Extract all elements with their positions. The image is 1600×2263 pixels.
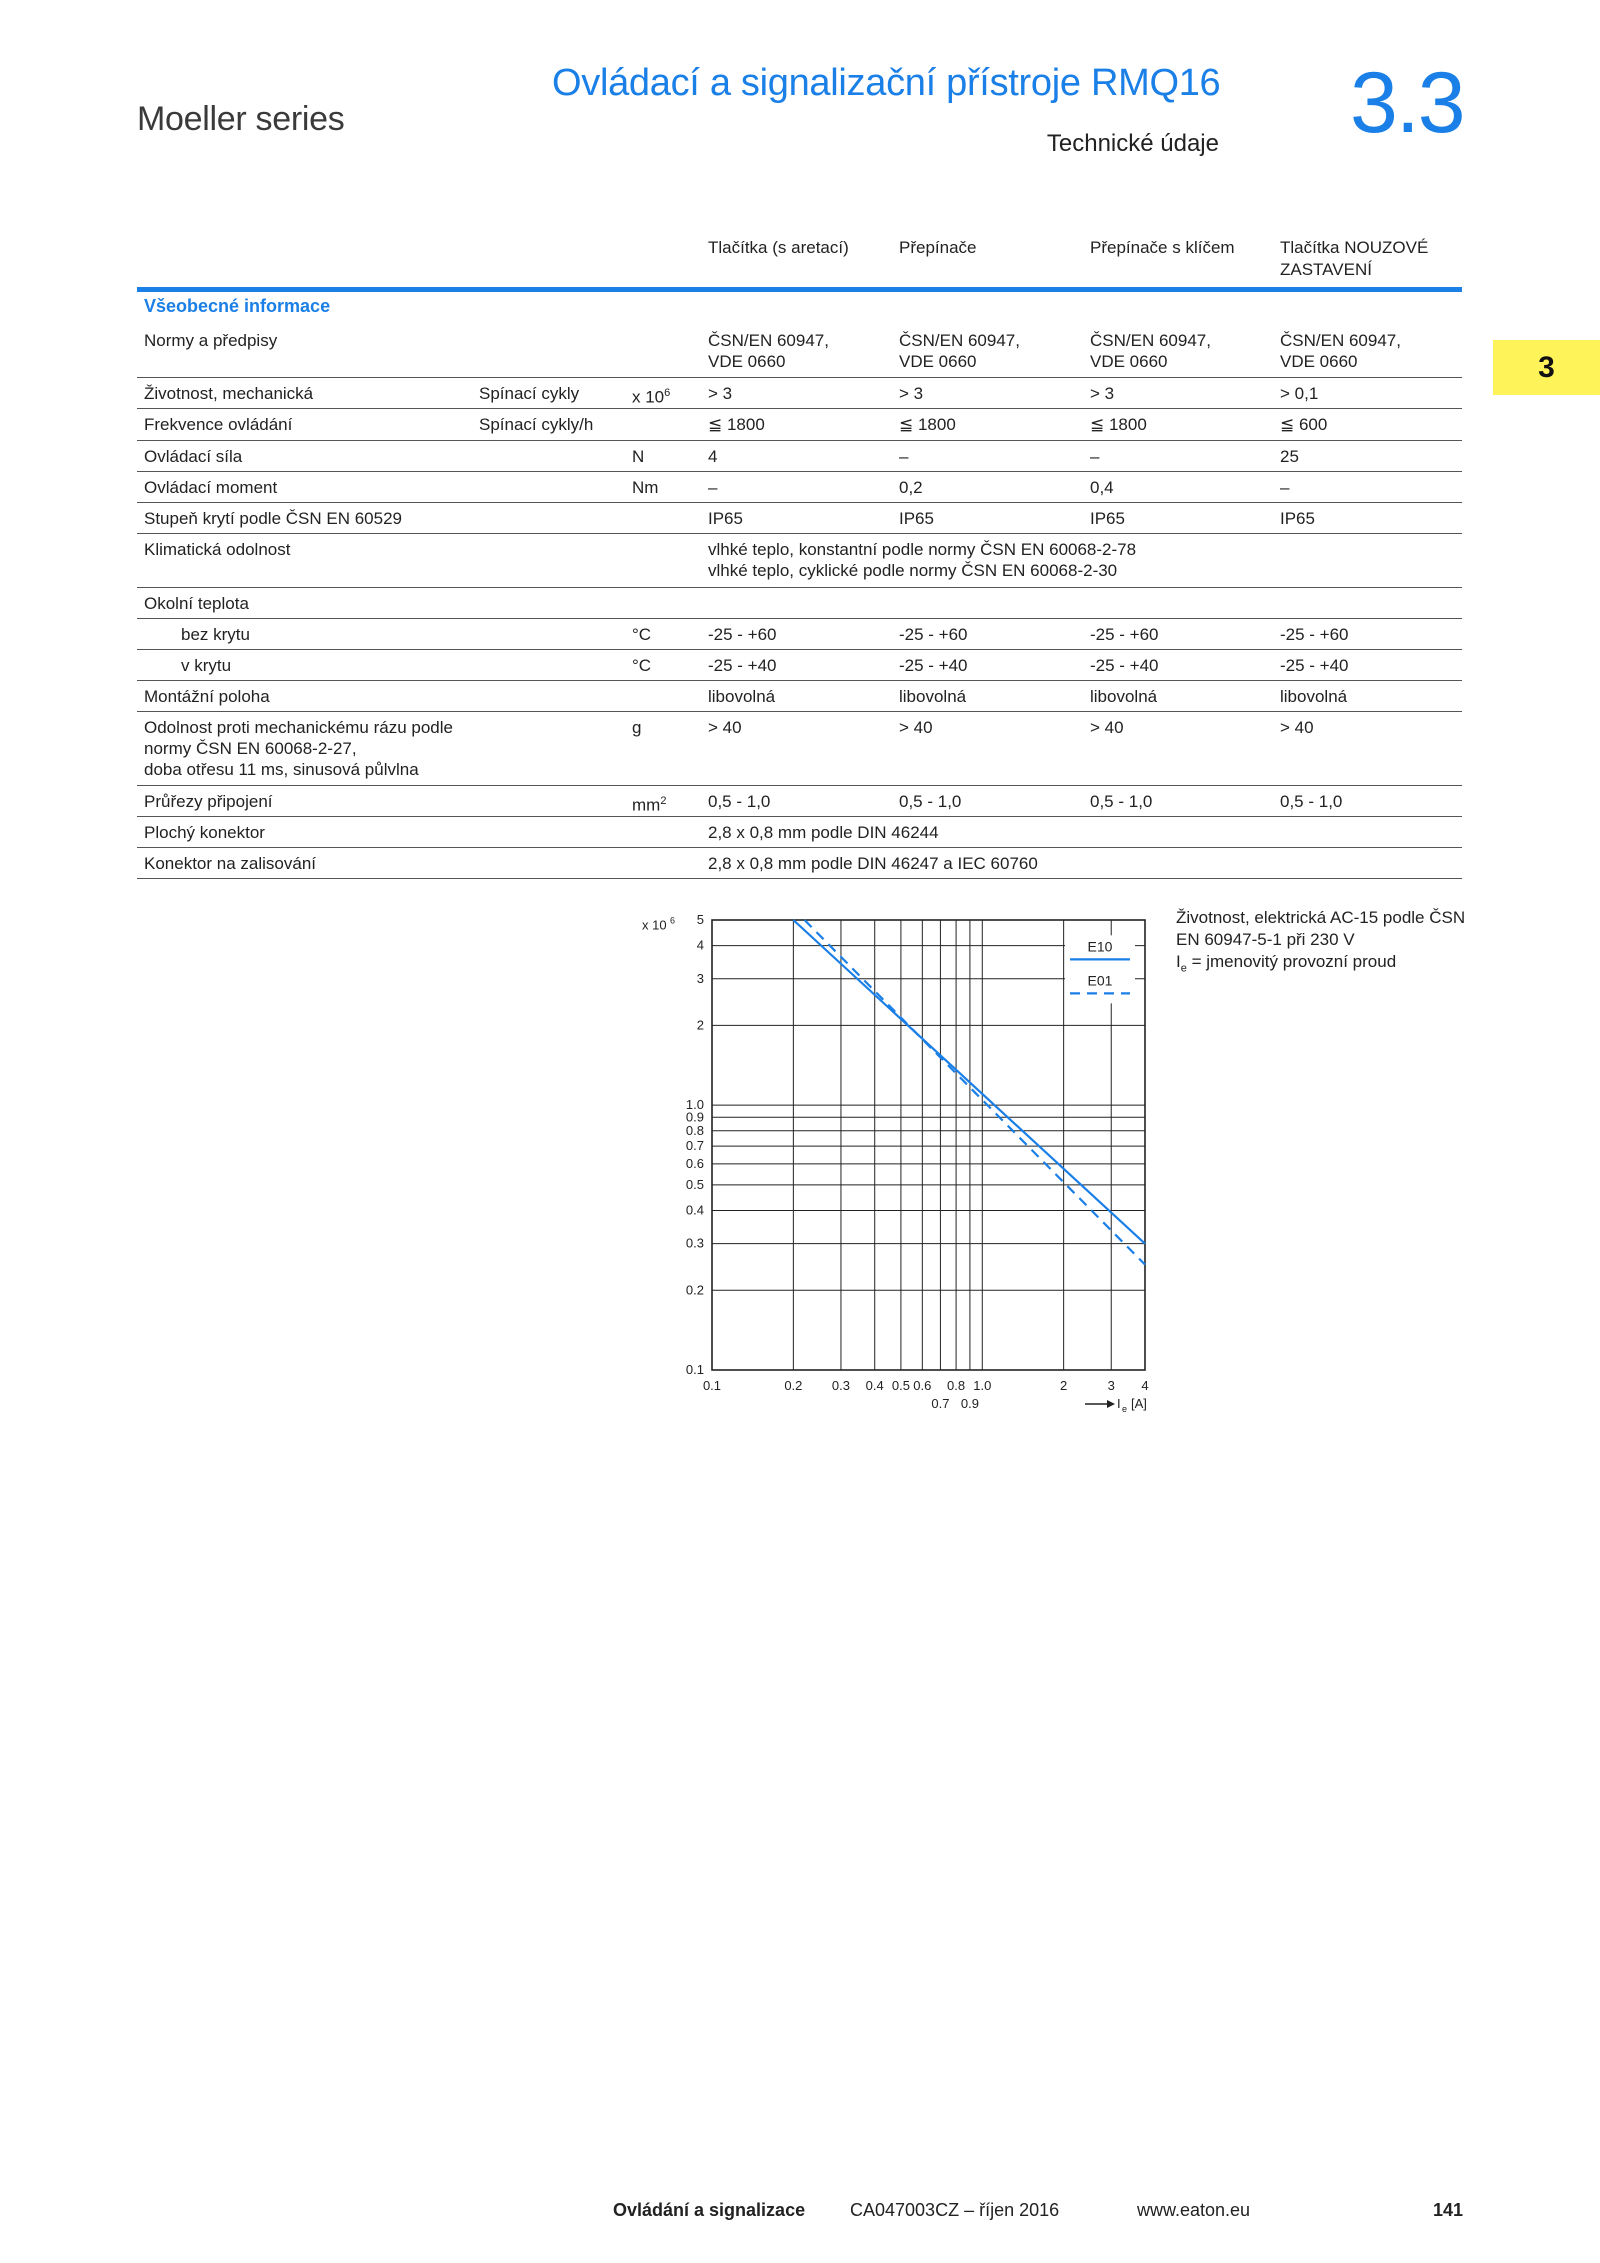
legend-label: E01 xyxy=(1087,972,1113,989)
row-value: IP65 xyxy=(899,509,934,528)
table-row xyxy=(137,680,1462,712)
column-header: Tlačítka (s aretací) xyxy=(708,238,849,257)
row-value: 0,2 xyxy=(899,478,923,497)
row-value: -25 - +40 xyxy=(899,656,968,675)
row-value: IP65 xyxy=(1090,509,1125,528)
table-row xyxy=(137,587,1462,619)
chapter-tab[interactable]: 3 xyxy=(1493,340,1600,395)
y-tick-label: 0.9 xyxy=(685,1109,704,1125)
y-tick-label: 3 xyxy=(696,970,704,986)
table-row xyxy=(137,502,1462,534)
row-unit: °C xyxy=(632,625,652,644)
x-tick-label: 0.3 xyxy=(831,1378,850,1393)
x-tick-label: 0.7 xyxy=(931,1396,950,1411)
y-unit-sup: 6 xyxy=(670,915,676,926)
row-value: -25 - +60 xyxy=(708,625,777,644)
legend-label: E10 xyxy=(1087,938,1113,955)
row-label: v krytu xyxy=(181,656,232,675)
table-row xyxy=(137,816,1462,848)
row-unit: x $10^6$ xyxy=(632,387,671,407)
row-value: ≦ 1800 xyxy=(899,415,956,434)
row-value: ČSN/EN 60947, VDE 0660 xyxy=(708,331,829,371)
row-value: -25 - +60 xyxy=(899,625,968,644)
footer-category: Ovládání a signalizace xyxy=(613,2200,806,2220)
x-axis-arrowhead xyxy=(1107,1400,1115,1408)
table-row xyxy=(137,377,1462,409)
x-axis-label: I xyxy=(1117,1396,1121,1411)
row-value: > 40 xyxy=(1280,718,1314,737)
row-unit: Nm xyxy=(632,478,659,497)
row-unit: g xyxy=(632,718,642,737)
row-label: Plochý konektor xyxy=(144,823,265,842)
footer-code: CA047003CZ – říjen 2016 xyxy=(850,2200,1060,2220)
row-value: 0,5 - 1,0 xyxy=(708,792,771,811)
row-value: – xyxy=(899,447,909,466)
section-number: 3.3 xyxy=(1350,55,1464,151)
table-row xyxy=(137,847,1462,879)
row-value: – xyxy=(1280,478,1290,497)
row-value: – xyxy=(1090,447,1100,466)
x-tick-label: 4 xyxy=(1141,1378,1149,1393)
row-value: ≦ 1800 xyxy=(708,415,765,434)
row-unit: $mm^2$ xyxy=(632,795,667,815)
x-tick-label: 2 xyxy=(1060,1378,1068,1393)
row-value: > 40 xyxy=(899,718,933,737)
chart-svg xyxy=(640,905,1160,1425)
y-tick-label: 0.2 xyxy=(685,1282,704,1298)
x-tick-label: 0.9 xyxy=(960,1396,979,1411)
footer-url[interactable]: www.eaton.eu xyxy=(1137,2200,1251,2220)
row-value: libovolná xyxy=(1090,687,1158,706)
row-value: 0,5 - 1,0 xyxy=(899,792,962,811)
chart-note-line: EN 60947-5-1 při 230 V xyxy=(1176,930,1355,949)
y-tick-label: 0.1 xyxy=(685,1362,704,1377)
chart-note-line: $I_e$ = jmenovitý provozní proud xyxy=(1176,952,1397,975)
y-tick-label: 0.8 xyxy=(685,1122,704,1138)
x-axis-label-sub: e xyxy=(1122,1404,1128,1414)
table-row xyxy=(137,471,1462,503)
page-title: Ovládací a signalizační přístroje RMQ16 xyxy=(552,62,1221,104)
row-value: > 3 xyxy=(899,384,924,403)
row-label: Ovládací síla xyxy=(144,447,243,466)
row-value: ≦ 600 xyxy=(1280,415,1328,434)
row-value: 0,5 - 1,0 xyxy=(1090,792,1153,811)
row-sublabel: Spínací cykly xyxy=(479,384,580,403)
row-value: > 3 xyxy=(708,384,733,403)
row-unit: N xyxy=(632,447,645,466)
row-label: Normy a předpisy xyxy=(144,331,278,350)
y-tick-label: 0.4 xyxy=(685,1202,704,1218)
row-value: -25 - +60 xyxy=(1280,625,1349,644)
column-header: Přepínače xyxy=(899,238,977,257)
row-value: -25 - +60 xyxy=(1090,625,1159,644)
row-value: 0,4 xyxy=(1090,478,1114,497)
table-row xyxy=(137,711,1462,786)
x-tick-label: 0.2 xyxy=(784,1378,803,1393)
page-subtitle: Technické údaje xyxy=(1046,130,1219,157)
y-unit-label: x 10 xyxy=(642,917,667,933)
row-value: > 3 xyxy=(1090,384,1115,403)
row-value: > 0,1 xyxy=(1280,384,1319,403)
row-label: Ovládací moment xyxy=(144,478,278,497)
row-value: libovolná xyxy=(708,687,776,706)
y-tick-label: 0.7 xyxy=(685,1138,704,1154)
x-tick-label: 0.6 xyxy=(913,1378,932,1393)
table-row xyxy=(137,324,1462,378)
y-tick-label: 0.3 xyxy=(685,1235,704,1251)
row-value-span: 2,8 x 0,8 mm podle DIN 46247 a IEC 60760 xyxy=(708,854,1038,873)
row-label: Konektor na zalisování xyxy=(144,854,316,873)
row-label: bez krytu xyxy=(181,625,250,644)
row-label: Průřezy připojení xyxy=(144,792,273,811)
row-value: ČSN/EN 60947, VDE 0660 xyxy=(1280,331,1401,371)
table-row xyxy=(137,618,1462,650)
row-label: Stupeň krytí podle ČSN EN 60529 xyxy=(144,509,402,528)
row-label: Okolní teplota xyxy=(144,594,249,613)
row-label: Odolnost proti mechanickému rázu podle normy ČSN EN 60068-2-27, doba otřesu 11 ms, sinusová půlvlna xyxy=(144,718,453,779)
table-row xyxy=(137,440,1462,472)
row-label: Montážní poloha xyxy=(144,687,270,706)
row-value: ≦ 1800 xyxy=(1090,415,1147,434)
row-value: ČSN/EN 60947, VDE 0660 xyxy=(899,331,1020,371)
table-header xyxy=(137,237,1462,289)
section-heading: Všeobecné informace xyxy=(144,296,331,316)
x-axis-unit: [A] xyxy=(1131,1396,1147,1411)
table-row xyxy=(137,408,1462,441)
row-value: 0,5 - 1,0 xyxy=(1280,792,1343,811)
table-row xyxy=(137,785,1462,817)
row-sublabel: Spínací cykly/h xyxy=(479,415,594,434)
row-value: ČSN/EN 60947, VDE 0660 xyxy=(1090,331,1211,371)
y-tick-label: 0.5 xyxy=(685,1176,704,1192)
x-tick-label: 0.5 xyxy=(891,1378,910,1393)
row-value-span: vlhké teplo, konstantní podle normy ČSN EN 60068-2-78 vlhké teplo, cyklické podle normy ČSN EN 60068-2-30 xyxy=(708,540,1137,580)
row-value: > 40 xyxy=(708,718,742,737)
row-label: Životnost, mechanická xyxy=(144,384,314,403)
row-value: IP65 xyxy=(708,509,743,528)
chart-note-line: Životnost, elektrická AC-15 podle ČSN xyxy=(1176,908,1466,927)
chart-note xyxy=(1176,907,1476,979)
y-tick-label: 1.0 xyxy=(685,1097,704,1113)
row-label: Frekvence ovládání xyxy=(144,415,293,434)
electrical-life-chart xyxy=(640,905,1160,1430)
page-number: 141 xyxy=(1433,2200,1464,2220)
row-value: -25 - +40 xyxy=(708,656,777,675)
row-value: libovolná xyxy=(1280,687,1348,706)
x-tick-label: 1.0 xyxy=(973,1378,992,1393)
row-value: libovolná xyxy=(899,687,967,706)
row-value: – xyxy=(708,478,718,497)
row-value: 25 xyxy=(1280,447,1299,466)
y-tick-label: 2 xyxy=(696,1017,704,1033)
column-header: Tlačítka NOUZOVÉ ZASTAVENÍ xyxy=(1280,238,1429,279)
row-label: Klimatická odolnost xyxy=(144,540,291,559)
x-tick-label: 0.1 xyxy=(702,1378,722,1393)
x-tick-label: 0.4 xyxy=(865,1378,884,1393)
table-row xyxy=(137,533,1462,588)
table-row xyxy=(137,649,1462,681)
y-tick-label: 5 xyxy=(696,912,704,927)
row-value: -25 - +40 xyxy=(1090,656,1159,675)
row-value-span: 2,8 x 0,8 mm podle DIN 46244 xyxy=(708,823,939,842)
row-value: > 40 xyxy=(1090,718,1124,737)
row-value: 4 xyxy=(708,447,718,466)
x-tick-label: 0.8 xyxy=(947,1378,966,1393)
y-tick-label: 4 xyxy=(696,937,704,953)
x-tick-label: 3 xyxy=(1107,1378,1115,1393)
y-tick-label: 0.6 xyxy=(685,1155,704,1171)
row-value: -25 - +40 xyxy=(1280,656,1349,675)
series-label: Moeller series xyxy=(137,100,345,138)
row-unit: °C xyxy=(632,656,652,675)
column-header: Přepínače s klíčem xyxy=(1090,238,1235,257)
row-value: IP65 xyxy=(1280,509,1315,528)
header-rule xyxy=(137,287,1462,292)
